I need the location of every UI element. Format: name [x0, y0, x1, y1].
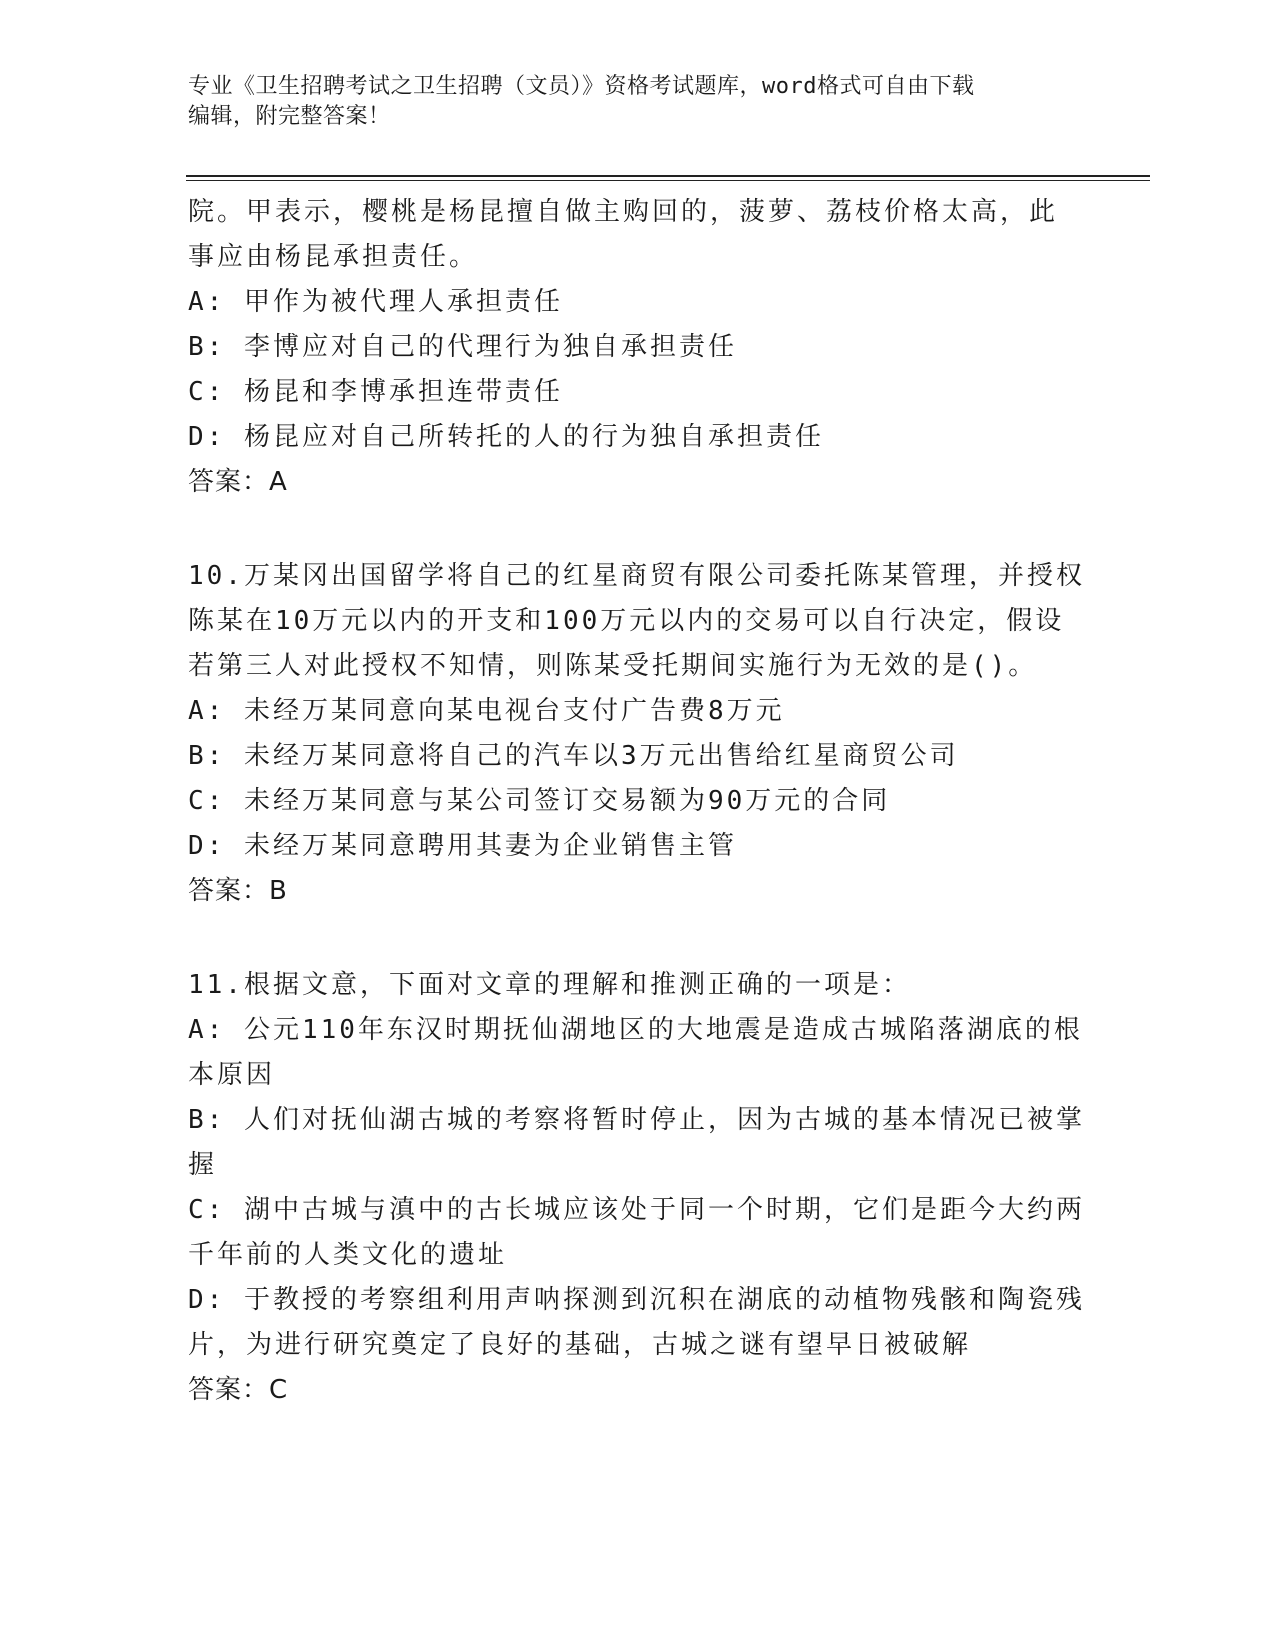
question-stem-line: 11.根据文意，下面对文章的理解和推测正确的一项是： — [188, 970, 911, 1000]
option-b: B: 李博应对自己的代理行为独自承担责任 — [188, 332, 737, 362]
option-c-continued: 千年前的人类文化的遗址 — [188, 1240, 508, 1270]
option-a-continued: 本原因 — [188, 1060, 276, 1090]
option-d: D: 于教授的考察组利用声呐探测到沉积在湖底的动植物残骸和陶瓷残 — [188, 1285, 1085, 1315]
option-a: A: 公元110年东汉时期抚仙湖地区的大地震是造成古城陷落湖底的根 — [188, 1015, 1083, 1045]
question-stem-line: 若第三人对此授权不知情，则陈某受托期间实施行为无效的是()。 — [188, 651, 1038, 681]
option-a: A: 未经万某同意向某电视台支付广告费8万元 — [188, 696, 785, 726]
option-d-continued: 片，为进行研究奠定了良好的基础，古城之谜有望早日被破解 — [188, 1330, 972, 1360]
answer-line: 答案：C — [188, 1375, 289, 1405]
question-stem-line: 事应由杨昆承担责任。 — [188, 242, 479, 272]
answer-line: 答案：B — [188, 876, 288, 906]
option-c: C: 湖中古城与滇中的古长城应该处于同一个时期，它们是距今大约两 — [188, 1195, 1085, 1225]
question-stem-line: 院。甲表示，樱桃是杨昆擅自做主购回的，菠萝、荔枝价格太高，此 — [188, 197, 1059, 227]
question-spacer — [188, 505, 1088, 554]
header-divider — [186, 175, 1150, 181]
question-11 — [188, 963, 1088, 1413]
option-c: C: 未经万某同意与某公司签订交易额为90万元的合同 — [188, 786, 891, 816]
option-b-continued: 握 — [188, 1150, 218, 1180]
header-line-2: 编辑，附完整答案！ — [188, 104, 391, 129]
question-stem-line: 10.万某冈出国留学将自己的红星商贸有限公司委托陈某管理，并授权 — [188, 561, 1085, 591]
answer-line: 答案：A — [188, 467, 288, 497]
option-b: B: 人们对抚仙湖古城的考察将暂时停止，因为古城的基本情况已被掌 — [188, 1105, 1085, 1135]
document-header — [188, 72, 1088, 132]
question-spacer — [188, 914, 1088, 963]
option-a: A: 甲作为被代理人承担责任 — [188, 287, 563, 317]
option-d: D: 杨昆应对自己所转托的人的行为独自承担责任 — [188, 422, 824, 452]
question-9 — [188, 190, 1088, 505]
question-stem-line: 陈某在10万元以内的开支和100万元以内的交易可以自行决定，假设 — [188, 606, 1065, 636]
question-10 — [188, 554, 1088, 914]
option-b: B: 未经万某同意将自己的汽车以3万元出售给红星商贸公司 — [188, 741, 959, 771]
option-c: C: 杨昆和李博承担连带责任 — [188, 377, 563, 407]
option-d: D: 未经万某同意聘用其妻为企业销售主管 — [188, 831, 737, 861]
document-body — [188, 190, 1088, 1413]
header-line-1: 专业《卫生招聘考试之卫生招聘（文员）》资格考试题库，word格式可自由下载 — [188, 74, 975, 99]
